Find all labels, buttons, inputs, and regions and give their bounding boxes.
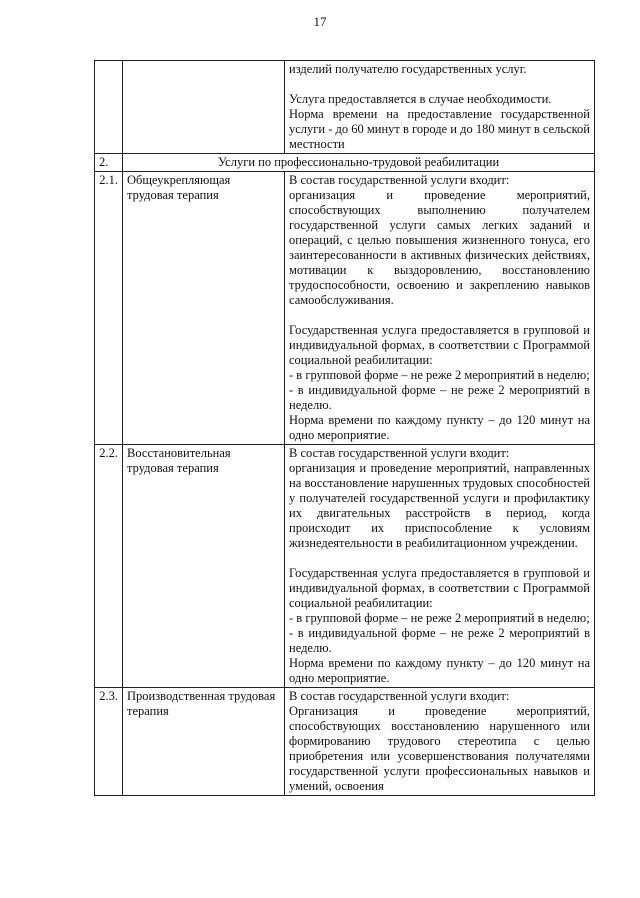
table-row (95, 172, 595, 445)
description-text: В состав государственной услуги входит: (289, 173, 510, 187)
description-text: Норма времени по каждому пункту – до 120 минут на одно мероприятие. (289, 656, 590, 685)
row-number: 2.2. (95, 445, 123, 688)
page-number: 17 (313, 14, 327, 29)
services-table (94, 60, 595, 796)
description-text: Норма времени на предоставление государственной услуги - до 60 минут в городе и до 180 минут в сельской местности (289, 107, 590, 151)
description-text: организация и проведение мероприятий, направленных на восстановление нарушенных трудовых способностей у получателей государственной услуги и профилактику их двигательных расстройств в период, когда происходит их приспособление к условиям жизнедеятельности в реабилитационном учреждении. (289, 461, 590, 550)
row-number: 2.1. (95, 172, 123, 445)
table-row (95, 445, 595, 688)
section-number: 2. (95, 154, 123, 172)
description-text: организация и проведение мероприятий, способствующих выполнению получателем государственной услуги самых легких заданий и операций, с целью повышения жизненного тонуса, его заинтересованности в активных физических действиях, мотивации к выздоровлению, восстановлению трудоспособности, освоению и закреплению навыков самообслуживания. (289, 188, 590, 307)
service-name: Производственная трудовая терапия (123, 688, 285, 796)
description-text: - в групповой форме – не реже 2 мероприятий в неделю; (289, 611, 590, 625)
description-text: Услуга предоставляется в случае необходимости. (289, 92, 552, 106)
cell-description (285, 445, 595, 688)
service-name: Общеукрепляющая трудовая терапия (123, 172, 285, 445)
table-row (95, 688, 595, 796)
service-name: Восстановительная трудовая терапия (123, 445, 285, 688)
description-text: изделий получателю государственных услуг. (289, 62, 527, 76)
description-text: Организация и проведение мероприятий, способствующих восстановлению нарушенного или формированию трудового стереотипа с целью приобретения или усовершенствования получателями государственной услуги профессиональных навыков и умений, освоения (289, 704, 590, 793)
description-text: Государственная услуга предоставляется в групповой и индивидуальной формах, в соответствии с Программой социальной реабилитации: (289, 566, 590, 610)
description-text: - в индивидуальной форме – не реже 2 мероприятий в неделю. (289, 626, 590, 655)
cell-description (285, 61, 595, 154)
row-number: 2.3. (95, 688, 123, 796)
description-text: - в групповой форме – не реже 2 мероприятий в неделю; (289, 368, 590, 382)
description-text: - в индивидуальной форме – не реже 2 мероприятий в неделю. (289, 383, 590, 412)
table-row-section (95, 154, 595, 172)
cell-num (95, 61, 123, 154)
description-text: В состав государственной услуги входит: (289, 446, 510, 460)
cell-description (285, 172, 595, 445)
description-text: Государственная услуга предоставляется в групповой и индивидуальной формах, в соответствии с Программой социальной реабилитации: (289, 323, 590, 367)
table-row-continuation (95, 61, 595, 154)
cell-description (285, 688, 595, 796)
cell-name (123, 61, 285, 154)
description-text: Норма времени по каждому пункту – до 120 минут на одно мероприятие. (289, 413, 590, 442)
section-title: Услуги по профессионально-трудовой реабилитации (123, 154, 595, 172)
description-text: В состав государственной услуги входит: (289, 689, 510, 703)
